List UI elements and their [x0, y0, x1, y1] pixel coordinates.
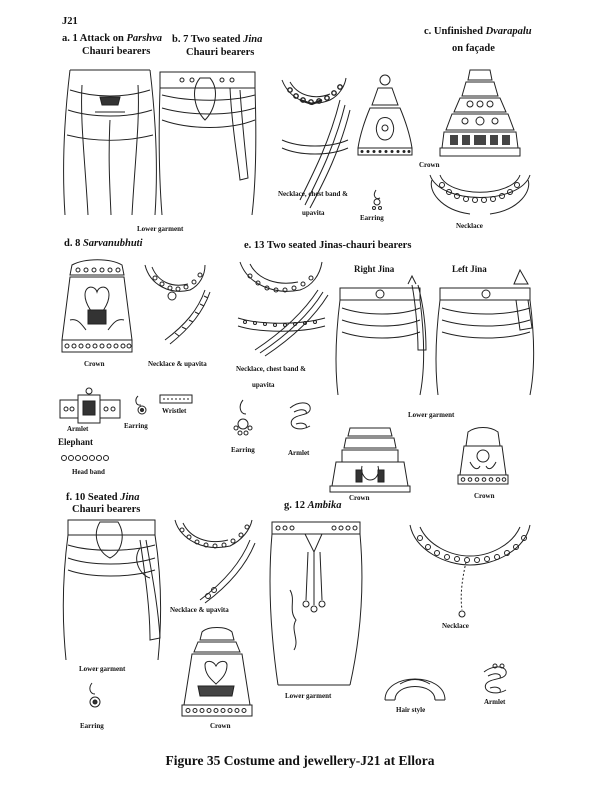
- label-head-band-d: Head band: [72, 468, 105, 476]
- earring-drawing-b: [373, 190, 382, 210]
- section-f-subtitle: Chauri bearers: [72, 504, 141, 515]
- necklace-drawing-e: [238, 262, 328, 356]
- section-c-heading: [424, 26, 532, 37]
- label-armlet-d: Armlet: [67, 425, 89, 433]
- section-g-subject: Ambika: [307, 500, 342, 511]
- lower-garment-drawing-g: [270, 522, 362, 685]
- section-g-heading: [284, 500, 341, 511]
- label-crown-f: Crown: [210, 722, 231, 730]
- crown-drawing-d: [62, 260, 132, 352]
- head-band-drawing-d: [62, 456, 109, 461]
- earring-drawing-f: [90, 683, 100, 707]
- label-armlet-e: Armlet: [288, 449, 310, 457]
- label-earring-e: Earring: [231, 446, 255, 454]
- crown-drawing-c-right: [440, 70, 520, 156]
- label-earring-d: Earring: [124, 422, 148, 430]
- label-elephant-d: Elephant: [58, 437, 94, 447]
- lower-garment-drawing-e-right: [336, 276, 426, 395]
- section-f-subject: Jina: [120, 492, 140, 503]
- section-d-prefix: d. 8: [64, 238, 83, 249]
- label-wristlet-d: Wristlet: [162, 407, 187, 415]
- armlet-drawing-g: [484, 664, 506, 693]
- section-b-subject: Jina: [243, 34, 263, 45]
- section-a-subject: Parshva: [126, 33, 163, 44]
- label-lower-garment-e: Lower garment: [408, 411, 455, 419]
- crown-drawing-e-2: [458, 428, 508, 485]
- label-crown-d: Crown: [84, 360, 105, 368]
- necklace-drawing-g: [410, 525, 530, 617]
- crown-drawing-e-1: [330, 428, 410, 492]
- section-d-heading: [64, 238, 143, 249]
- lower-garment-drawing-a: [64, 70, 157, 215]
- armlet-drawing-d: [60, 388, 120, 423]
- section-b-heading: [172, 34, 262, 45]
- label-necklace-upavita-d: Necklace & upavita: [148, 360, 207, 368]
- label-armlet-g: Armlet: [484, 698, 506, 706]
- necklace-drawing-f: [175, 520, 255, 603]
- crown-drawing-f: [182, 628, 252, 717]
- label-necklace-chest-band-e-1: Necklace, chest band &: [236, 365, 306, 373]
- label-crown-e2: Crown: [474, 492, 495, 500]
- label-lower-garment-f: Lower garment: [79, 665, 126, 673]
- section-b-prefix: b. 7 Two seated: [172, 34, 244, 45]
- necklace-drawing-c: [430, 175, 530, 214]
- section-a-heading: [62, 33, 162, 44]
- section-e-heading: e. 13 Two seated Jinas-chauri bearers: [244, 240, 412, 251]
- label-necklace-chest-band-e-2: upavita: [252, 381, 275, 389]
- section-c-prefix: c. Unfinished: [424, 26, 486, 37]
- label-crown-e1: Crown: [349, 494, 370, 502]
- label-right-jina: Right Jina: [354, 264, 395, 274]
- label-lower-garment-a: Lower garment: [137, 225, 184, 233]
- wristlet-drawing-d: [160, 395, 192, 403]
- lower-garment-drawing-b: [159, 72, 256, 215]
- label-crown-c: Crown: [419, 161, 440, 169]
- hair-style-drawing-g: [385, 679, 445, 700]
- armlet-drawing-e: [290, 403, 310, 429]
- earring-drawing-d: [136, 396, 146, 414]
- section-b-subtitle: Chauri bearers: [186, 47, 255, 58]
- label-necklace-chest-band-b-1: Necklace, chest band &: [278, 190, 348, 198]
- label-earring-f: Earring: [80, 722, 104, 730]
- lower-garment-drawing-e-left: [436, 270, 534, 395]
- label-hair-style-g: Hair style: [396, 706, 426, 714]
- section-f-prefix: f. 10 Seated: [66, 492, 121, 503]
- label-necklace-chest-band-b-2: upavita: [302, 209, 325, 217]
- necklace-drawing-d: [145, 265, 210, 344]
- crown-drawing-c-left: [358, 75, 412, 155]
- earring-drawing-e: [234, 400, 252, 435]
- label-earring-b: Earring: [360, 214, 384, 222]
- label-necklace-upavita-f: Necklace & upavita: [170, 606, 229, 614]
- section-f-heading: [66, 492, 140, 503]
- section-d-subject: Sarvanubhuti: [82, 238, 143, 249]
- label-necklace-c: Necklace: [456, 222, 483, 230]
- label-left-jina: Left Jina: [452, 264, 487, 274]
- label-lower-garment-g: Lower garment: [285, 692, 332, 700]
- label-necklace-g: Necklace: [442, 622, 469, 630]
- section-c-subject: Dvarapalu: [485, 26, 532, 37]
- section-g-prefix: g. 12: [284, 500, 308, 511]
- lower-garment-drawing-f: [63, 520, 160, 660]
- necklace-drawing-b: [282, 78, 350, 208]
- figure-caption: Figure 35 Costume and jewellery-J21 at Ellora: [165, 753, 435, 768]
- page-code: J21: [62, 16, 78, 27]
- section-a-prefix: a. 1 Attack on: [62, 33, 127, 44]
- section-c-subtitle: on façade: [452, 43, 495, 54]
- section-a-subtitle: Chauri bearers: [82, 46, 151, 57]
